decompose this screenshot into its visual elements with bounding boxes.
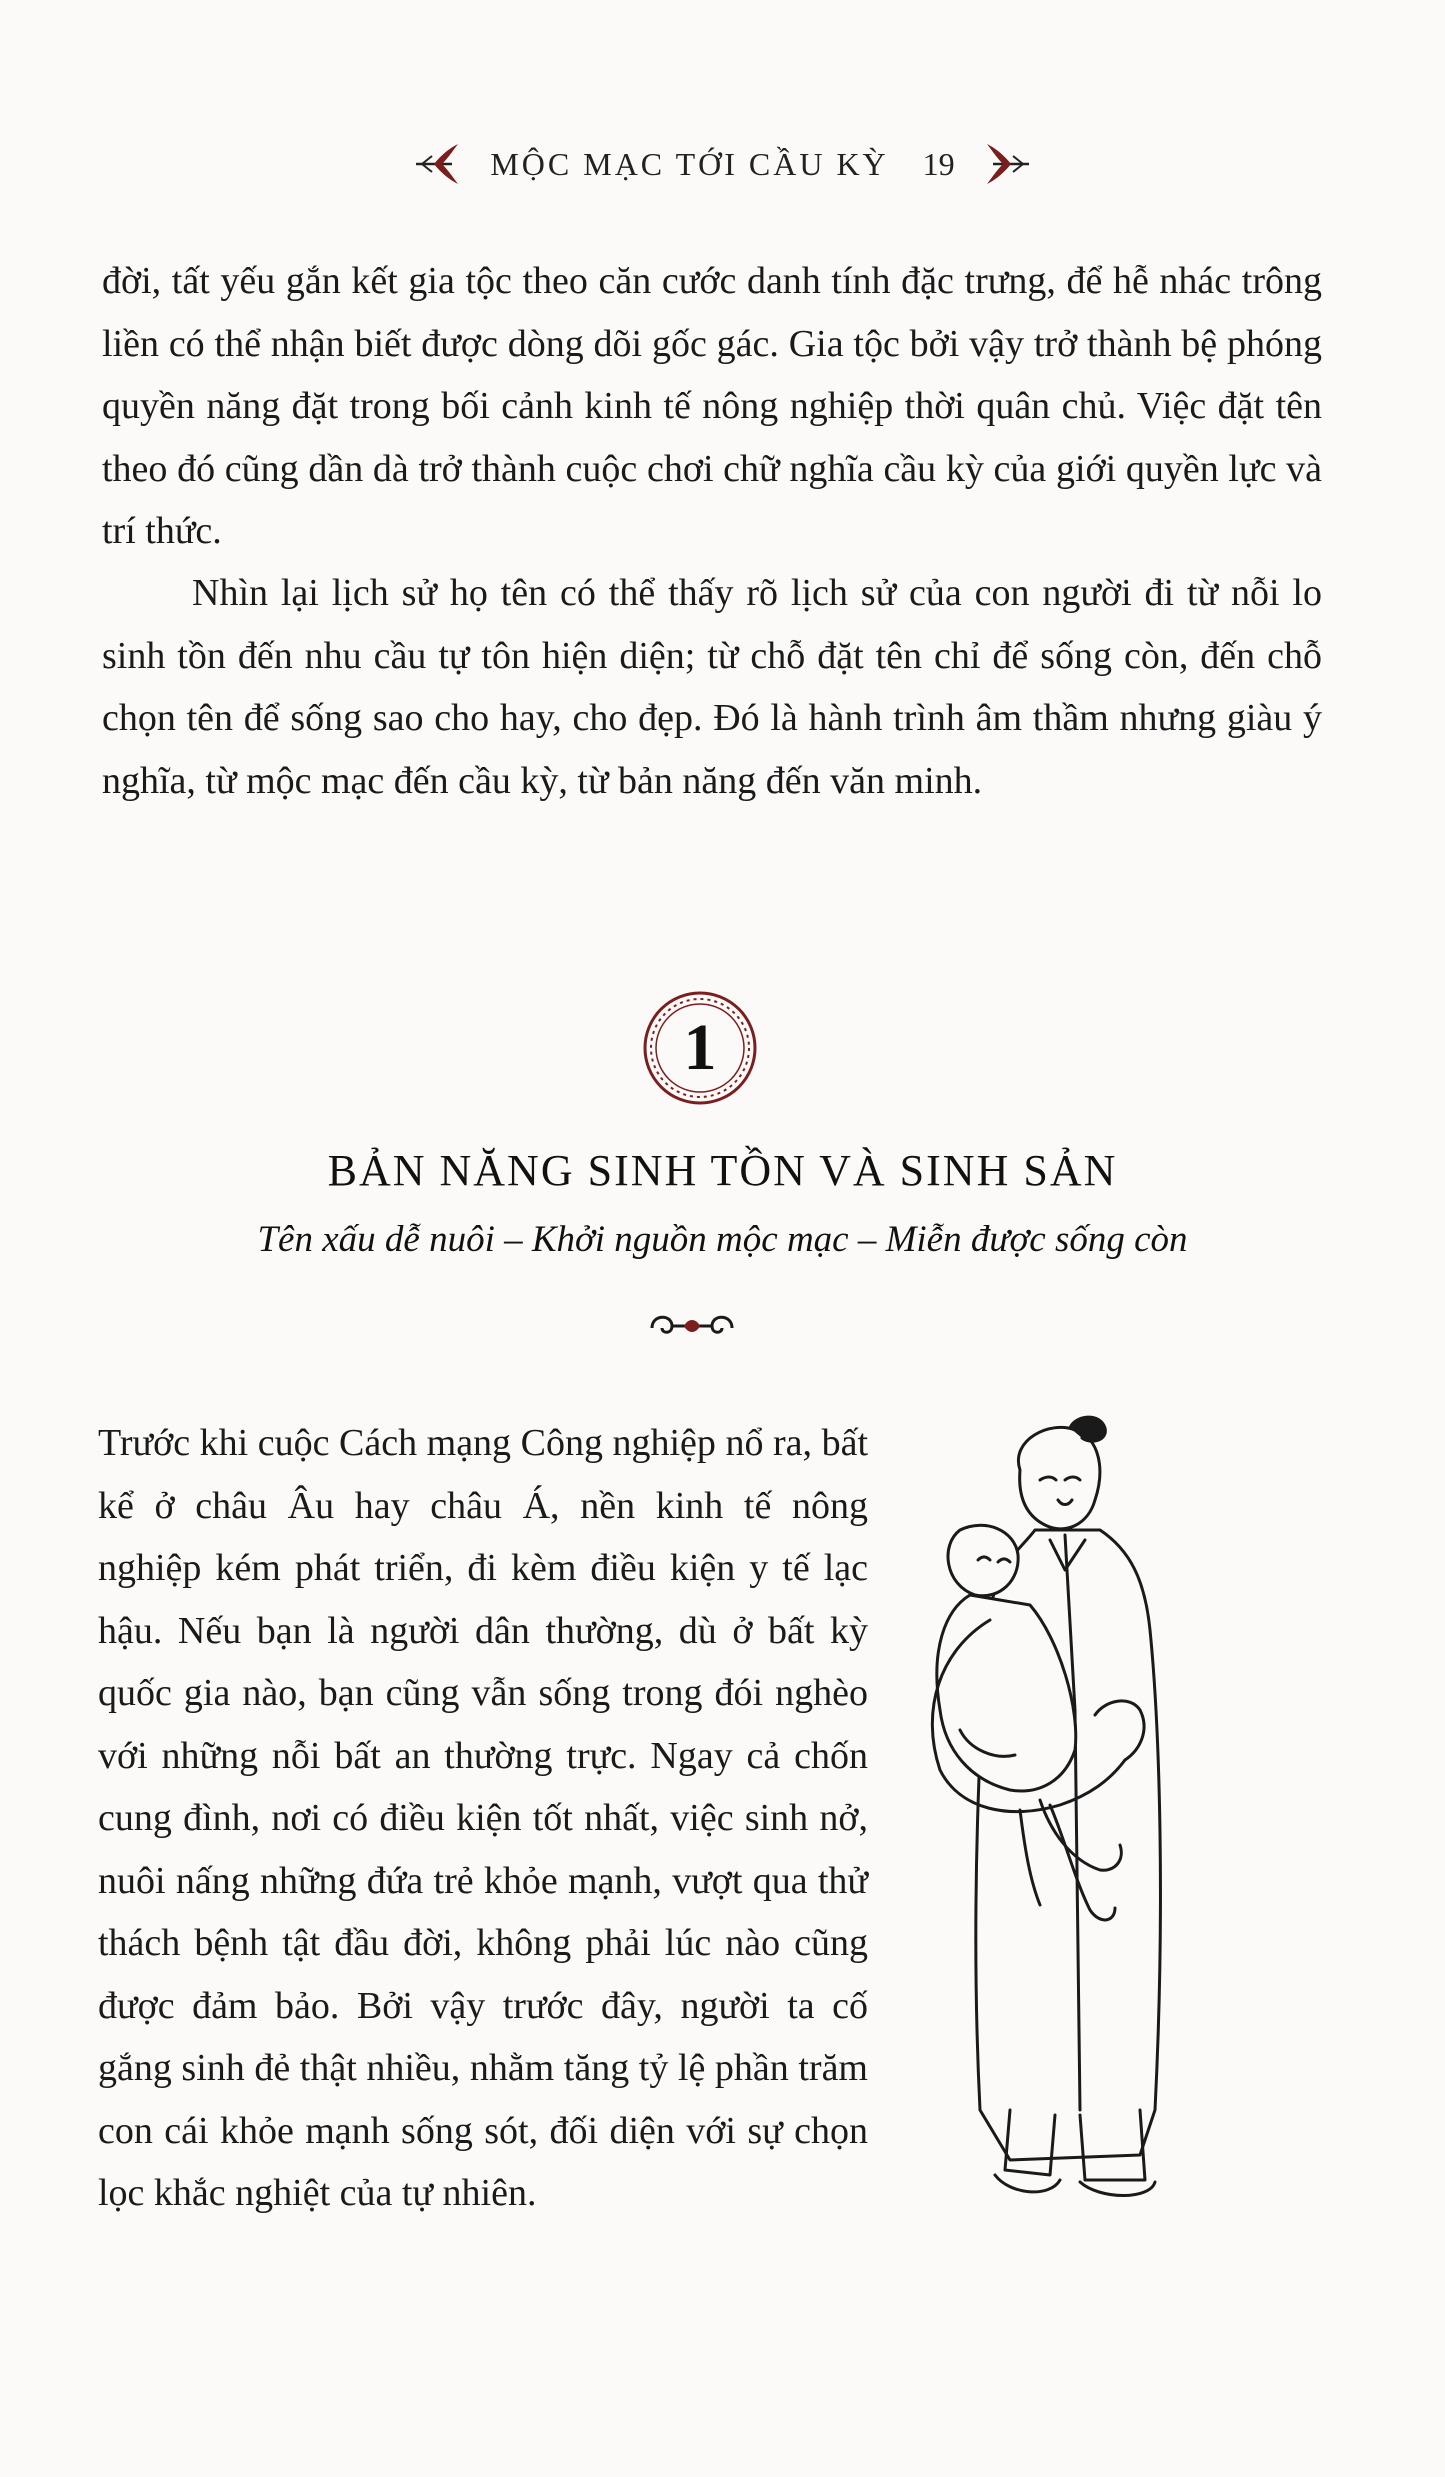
chapter-medallion — [642, 990, 758, 1106]
body-paragraph-1: đời, tất yếu gắn kết gia tộc theo căn cước danh tính đặc trưng, để hễ nhác trông liền có thể nhận biết được dòng dõi gốc gác. Gia tộc bởi vậy trở thành bệ phóng quyền năng đặt trong bối cảnh kinh tế nông nghiệp thời quân chủ. Việc đặt tên theo đó cũng dần dà trở thành cuộc chơi chữ nghĩa cầu kỳ của giới quyền lực và trí thức. — [102, 260, 1322, 552]
running-header — [0, 140, 1445, 188]
man-holding-child-illustration-icon — [900, 1410, 1230, 2240]
fleuron-left-icon — [412, 140, 468, 188]
body-paragraph-2: Nhìn lại lịch sử họ tên có thể thấy rõ lịch sử của con người đi từ nỗi lo sinh tồn đến nhu cầu tự tôn hiện diện; từ chỗ đặt tên chỉ để sống còn, đến chỗ chọn tên để sống sao cho hay, cho đẹp. Đó là hành trình âm thầm nhưng giàu ý nghĩa, từ mộc mạc đến cầu kỳ, từ bản năng đến văn minh. — [102, 572, 1322, 802]
chapter-title: BẢN NĂNG SINH TỒN VÀ SINH SẢN — [327, 1146, 1118, 1195]
fleuron-right-icon — [977, 140, 1033, 188]
page-number: 19 — [922, 145, 955, 182]
body-paragraph-3: Trước khi cuộc Cách mạng Công nghiệp nổ ra, bất kể ở châu Âu hay châu Á, nền kinh tế nông nghiệp kém phát triển, đi kèm điều kiện y tế lạc hậu. Nếu bạn là người dân thường, dù ở bất kỳ quốc gia nào, bạn cũng vẫn sống trong đói nghèo với những nỗi bất an thường trực. Ngay cả chốn cung đình, nơi có điều kiện tốt nhất, việc sinh nở, nuôi nấng những đứa trẻ khỏe mạnh, vượt qua thử thách bệnh tật đầu đời, không phải lúc nào cũng được đảm bảo. Bởi vậy trước đây, người ta cố gắng sinh đẻ thật nhiều, nhằm tăng tỷ lệ phần trăm con cái khỏe mạnh sống sót, đối diện với sự chọn lọc khắc nghiệt của tự nhiên. — [98, 1422, 868, 2214]
running-header-title: MỘC MẠC TỚI CẦU KỲ — [490, 145, 889, 182]
chapter-number: 1 — [683, 1011, 717, 1084]
chapter-subtitle: Tên xấu dễ nuôi – Khởi nguồn mộc mạc – Miễn được sống còn — [257, 1219, 1188, 1260]
swirl-divider-icon — [642, 1302, 742, 1346]
